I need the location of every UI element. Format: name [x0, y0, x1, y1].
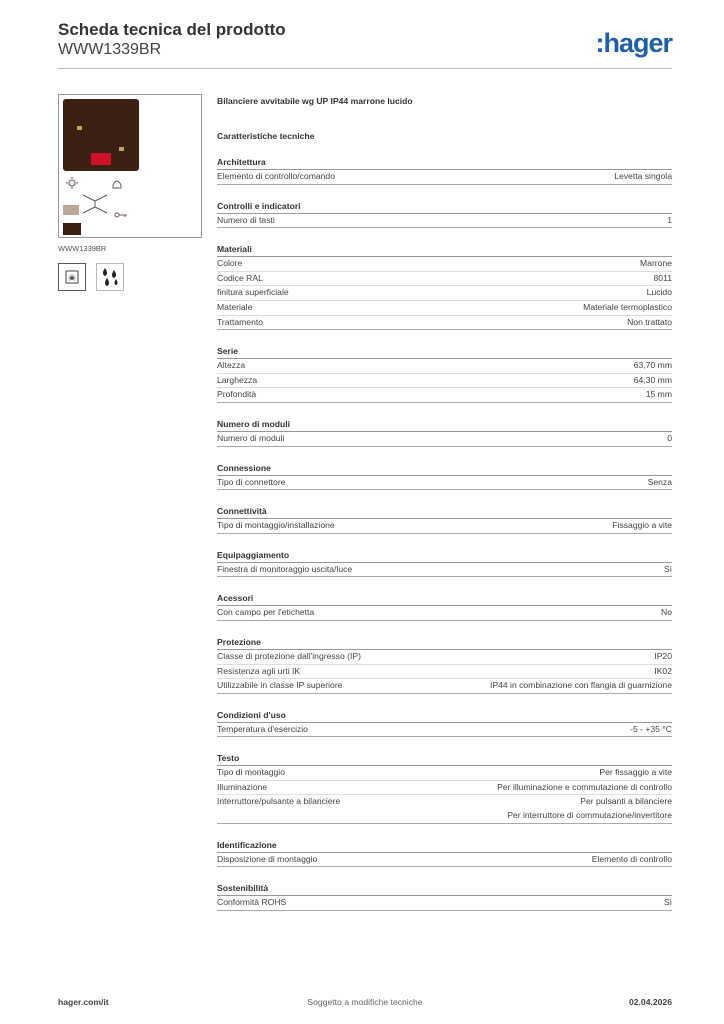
- spec-value-group: [490, 679, 672, 693]
- section-title: Connettività: [217, 505, 672, 519]
- wiring-diagram-icon: [61, 175, 137, 237]
- spec-value-group: [667, 214, 672, 228]
- water-protection-badge: [96, 263, 124, 291]
- spec-label: Temperatura d'esercizio: [217, 723, 308, 734]
- spec-value-group: [497, 781, 672, 795]
- header-divider: [58, 68, 672, 69]
- product-code: WWW1339BR: [58, 41, 162, 58]
- spec-section: [217, 636, 672, 694]
- spec-row: [217, 896, 672, 911]
- spec-value: Levetta singola: [614, 171, 672, 181]
- spec-value-group: [634, 359, 672, 373]
- spec-label: Larghezza: [217, 374, 258, 385]
- spec-row: [217, 766, 672, 781]
- spec-row: [217, 679, 672, 694]
- spec-value-group: [664, 896, 672, 910]
- spec-value-group: [592, 853, 672, 867]
- spec-label: Conformità ROHS: [217, 897, 287, 908]
- spec-row: [217, 374, 672, 389]
- spec-section: [217, 752, 672, 823]
- spec-section: [217, 418, 672, 447]
- spec-label: Utilizzabile in classe IP superiore: [217, 680, 343, 691]
- spec-row: [217, 286, 672, 301]
- section-title: Numero di moduli: [217, 418, 672, 432]
- spec-value-group: [634, 374, 672, 388]
- section-title: Equipaggiamento: [217, 549, 672, 563]
- rocker-mark-right: [119, 147, 124, 151]
- spec-row: [217, 388, 672, 403]
- spec-value: Elemento di controllo: [591, 853, 672, 864]
- spec-value: 1: [667, 214, 672, 225]
- spec-row: [217, 650, 672, 665]
- section-title: Serie: [217, 345, 672, 359]
- light-indicator-icon: [59, 264, 85, 290]
- spec-label: Tipo di connettore: [217, 476, 286, 487]
- spec-value: IK02: [654, 665, 672, 676]
- spec-label: Classe di protezione dall'ingresso (IP): [217, 650, 361, 661]
- spec-label: Tipo di montaggio: [217, 767, 285, 778]
- section-title: Protezione: [217, 636, 672, 650]
- tech-heading: Caratteristiche tecniche: [217, 131, 315, 141]
- spec-section: [217, 882, 672, 911]
- spec-value: IP44 in combinazione con flangia di guarnizione: [489, 680, 672, 691]
- footer-note: Soggetto a modifiche tecniche: [307, 997, 423, 1007]
- spec-label: Con campo per l'etichetta: [217, 607, 315, 618]
- spec-label: Finestra di monitoraggio uscita/luce: [217, 563, 353, 574]
- specifications: [217, 95, 672, 911]
- spec-label: finitura superficiale: [217, 287, 289, 298]
- spec-section: [217, 200, 672, 229]
- spec-label: Interruttore/pulsante a bilanciere: [217, 796, 341, 807]
- spec-row: [217, 214, 672, 229]
- spec-label: Trattamento: [217, 316, 264, 327]
- spec-value-group: [647, 286, 672, 300]
- spec-label: Profondità: [217, 389, 257, 400]
- spec-row: [217, 781, 672, 796]
- footer-website: hager.com/it: [58, 997, 109, 1007]
- section-title: Identificazione: [217, 839, 672, 853]
- spec-section: [217, 243, 672, 330]
- spec-section: [217, 549, 672, 578]
- spec-row: [217, 476, 672, 491]
- spec-value: Non trattato: [627, 316, 672, 327]
- section-title: Materiali: [217, 243, 672, 257]
- page-header: [58, 20, 286, 60]
- spec-label: Elemento di controllo/comando: [217, 171, 335, 181]
- spec-value-group: [654, 650, 672, 664]
- spec-label: Numero di moduli: [217, 432, 285, 443]
- spec-value: Marrone: [640, 258, 672, 269]
- spec-value: 64,30 mm: [633, 374, 672, 385]
- spec-value-group: [630, 723, 672, 737]
- section-title: Connessione: [217, 462, 672, 476]
- rocker-switch-image: [63, 99, 139, 171]
- spec-value: Sì: [663, 563, 672, 574]
- spec-value-group: [507, 795, 672, 822]
- spec-value-group: [646, 388, 672, 402]
- spec-label: Resistenza agli urti IK: [217, 665, 301, 676]
- spec-value: Lucido: [646, 287, 672, 298]
- spec-value: No: [661, 607, 672, 618]
- spec-value: 8011: [653, 272, 672, 283]
- spec-value-group: [661, 606, 672, 620]
- spec-label: Disposizione di montaggio: [217, 853, 318, 864]
- spec-value-group: [599, 766, 672, 780]
- spec-value: Fissaggio a vite: [612, 520, 672, 531]
- spec-label: Codice RAL: [217, 272, 263, 283]
- spec-value: Per illuminazione e commutazione di controllo: [497, 781, 672, 792]
- spec-label: Illuminazione: [217, 781, 268, 792]
- spec-section: [217, 462, 672, 491]
- spec-row: [217, 606, 672, 621]
- spec-row: [217, 316, 672, 331]
- spec-value-group: [614, 170, 672, 184]
- spec-section: [217, 709, 672, 738]
- spec-label: Numero di tasti: [217, 214, 275, 225]
- footer-date: 02.04.2026: [628, 997, 672, 1007]
- spec-value-group: [648, 476, 672, 490]
- spec-value: Materiale termoplastico: [583, 301, 672, 312]
- spec-value-group: [654, 272, 672, 286]
- spec-section: [217, 592, 672, 621]
- spec-row: [217, 257, 672, 272]
- section-title: Architettura: [217, 156, 672, 170]
- indicator-window: [91, 153, 111, 165]
- spec-label: Colore: [217, 258, 243, 269]
- spec-value: Per pulsanti a bilanciere: [580, 796, 672, 807]
- spec-value-group: [583, 301, 672, 315]
- section-title: Condizioni d'uso: [217, 709, 672, 723]
- spec-value-group: [640, 257, 672, 271]
- logo-text: hager: [603, 28, 672, 58]
- spec-label: Materiale: [217, 301, 253, 312]
- spec-value: IP20: [654, 650, 672, 661]
- spec-value: Senza: [647, 476, 672, 487]
- spec-section: [217, 839, 672, 868]
- section-title: Testo: [217, 752, 672, 766]
- spec-sections: [217, 156, 672, 911]
- spec-row: [217, 563, 672, 578]
- spec-value: Sì: [663, 897, 672, 908]
- spec-value-group: [612, 519, 672, 533]
- spec-section: [217, 505, 672, 534]
- spec-label: Altezza: [217, 360, 246, 371]
- section-title: Acessori: [217, 592, 672, 606]
- light-indicator-badge: [58, 263, 86, 291]
- spec-row: [217, 432, 672, 447]
- spec-value: 0: [667, 432, 672, 443]
- spec-value-group: [667, 432, 672, 446]
- spec-row: [217, 519, 672, 534]
- spec-row: [217, 795, 672, 823]
- spec-value: 63,70 mm: [633, 360, 672, 371]
- spec-label: Tipo di montaggio/installazione: [217, 520, 335, 531]
- spec-value: -5 - +35 °C: [630, 723, 672, 734]
- spec-row: [217, 301, 672, 316]
- spec-value: 15 mm: [645, 389, 672, 400]
- spec-row: [217, 359, 672, 374]
- spec-value: Per fissaggio a vite: [599, 767, 672, 778]
- spec-row: [217, 272, 672, 287]
- product-description: Bilanciere avvitabile wg UP IP44 marrone lucido: [217, 96, 413, 106]
- hager-logo: :hager: [595, 28, 672, 58]
- section-title: Controlli e indicatori: [217, 200, 672, 214]
- spec-row: [217, 853, 672, 868]
- image-caption: WWW1339BR: [58, 244, 107, 253]
- page-title: Scheda tecnica del prodotto: [58, 20, 286, 39]
- spec-row: [217, 723, 672, 738]
- spec-value-group: [654, 665, 672, 679]
- spec-row: [217, 665, 672, 680]
- spec-section: [217, 345, 672, 403]
- product-image: [58, 94, 202, 238]
- spec-value-group: [627, 316, 672, 330]
- spec-row: [217, 170, 672, 185]
- section-title: Sostenibilità: [217, 882, 672, 896]
- spec-section: [217, 156, 672, 185]
- spec-value-group: [664, 563, 672, 577]
- spec-value-secondary: Per interruttore di commutazione/invertitore: [507, 810, 672, 821]
- rocker-mark-left: [77, 126, 82, 130]
- water-drops-icon: [97, 264, 123, 290]
